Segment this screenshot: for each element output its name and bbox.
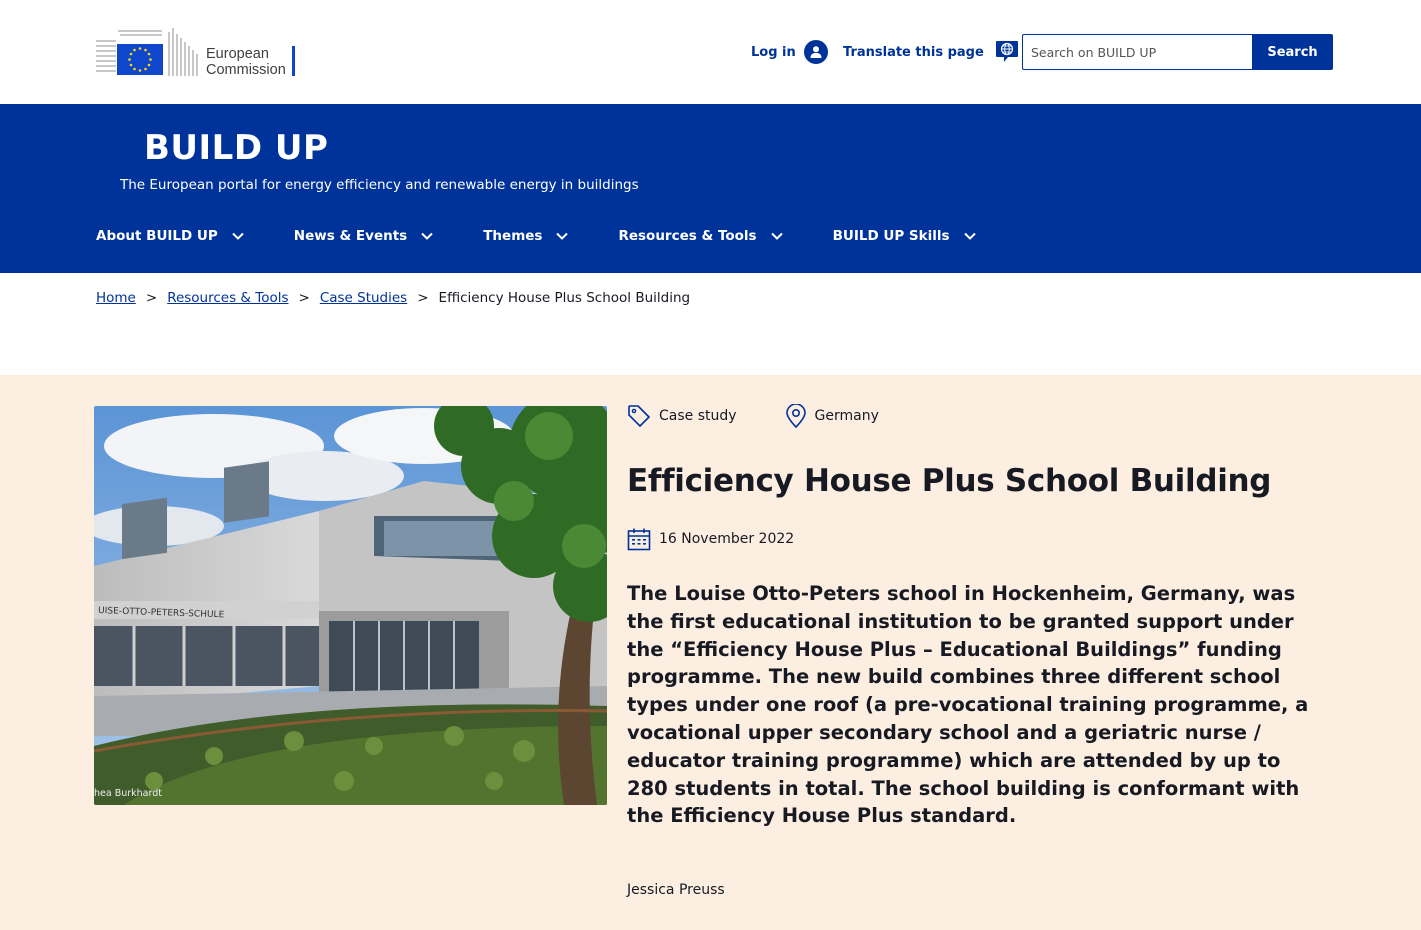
school-sign-text: UISE-OTTO-PETERS-SCHULE bbox=[97, 606, 225, 621]
content-type-tag bbox=[627, 404, 737, 428]
article-author: Jessica Preuss bbox=[627, 882, 725, 898]
school-building-illustration bbox=[94, 406, 607, 805]
chevron-down-icon bbox=[556, 232, 568, 240]
search-input[interactable] bbox=[1022, 34, 1253, 70]
image-credit: hea Burkhardt bbox=[94, 788, 162, 799]
chevron-down-icon bbox=[964, 232, 976, 240]
breadcrumb-current: Efficiency House Plus School Building bbox=[438, 290, 691, 306]
country-label: Germany bbox=[814, 408, 879, 424]
date-label: 16 November 2022 bbox=[659, 531, 795, 547]
translate-globe-icon bbox=[994, 39, 1020, 65]
content-type-label: Case study bbox=[659, 408, 737, 424]
calendar-icon bbox=[627, 527, 651, 551]
european-commission-logo[interactable] bbox=[96, 24, 306, 78]
nav-item-label: About BUILD UP bbox=[96, 228, 218, 244]
search-button[interactable]: Search bbox=[1252, 34, 1333, 70]
breadcrumb-resources-tools[interactable]: Resources & Tools bbox=[167, 290, 289, 306]
nav-item-label: BUILD UP Skills bbox=[832, 228, 950, 244]
nav-item-build-up-skills[interactable] bbox=[833, 228, 976, 244]
nav-item-label: News & Events bbox=[293, 228, 408, 244]
publication-date bbox=[627, 527, 794, 551]
breadcrumb-separator: > bbox=[145, 290, 158, 306]
breadcrumb-home[interactable]: Home bbox=[96, 290, 136, 306]
site-subtitle: The European portal for energy efficiency and renewable energy in buildings bbox=[120, 177, 639, 193]
article-meta bbox=[627, 404, 879, 428]
login-label: Log in bbox=[751, 44, 796, 60]
login-link[interactable] bbox=[751, 38, 828, 66]
breadcrumb-separator: > bbox=[417, 290, 429, 306]
article-lead: The Louise Otto-Peters school in Hockenheim, Germany, was the first educational institution to be granted support under the “Efficiency House Plus – Educational Buildings” funding programme. The new build combines three different school types under one roof (a pre-vocational training programme, a vocational upper secondary school and a geriatric nurse / educator training programme) which are attended by up to 280 students in total. The school building is conformant with the Efficiency House Plus standard. bbox=[627, 582, 1309, 828]
nav-item-themes[interactable] bbox=[483, 228, 568, 244]
ec-emblem-icon bbox=[96, 24, 200, 78]
nav-item-label: Themes bbox=[483, 228, 543, 244]
translate-label: Translate this page bbox=[843, 44, 984, 60]
nav-item-resources-tools[interactable] bbox=[618, 228, 782, 244]
site-banner bbox=[0, 104, 1421, 273]
translate-link[interactable] bbox=[843, 38, 1020, 66]
chevron-down-icon bbox=[771, 232, 783, 240]
breadcrumb bbox=[96, 290, 690, 306]
nav-item-about[interactable] bbox=[96, 228, 244, 244]
logo-line-1: European bbox=[206, 46, 269, 62]
nav-item-label: Resources & Tools bbox=[618, 228, 757, 244]
logo-text bbox=[206, 46, 286, 78]
site-title[interactable]: BUILD UP bbox=[144, 128, 329, 168]
chevron-down-icon bbox=[421, 232, 433, 240]
article-section bbox=[0, 375, 1421, 930]
user-icon bbox=[804, 40, 828, 64]
tag-icon bbox=[627, 404, 651, 428]
main-navigation bbox=[96, 228, 976, 244]
logo-divider bbox=[292, 46, 295, 76]
breadcrumb-separator: > bbox=[298, 290, 310, 306]
breadcrumb-case-studies[interactable]: Case Studies bbox=[319, 290, 408, 306]
logo-line-2: Commission bbox=[206, 62, 286, 78]
country-tag bbox=[785, 404, 879, 428]
article-title: Efficiency House Plus School Building bbox=[627, 463, 1272, 499]
top-header bbox=[0, 0, 1421, 104]
chevron-down-icon bbox=[232, 232, 244, 240]
nav-item-news-events[interactable] bbox=[294, 228, 433, 244]
location-pin-icon bbox=[785, 404, 807, 428]
school-building-image bbox=[94, 406, 607, 805]
